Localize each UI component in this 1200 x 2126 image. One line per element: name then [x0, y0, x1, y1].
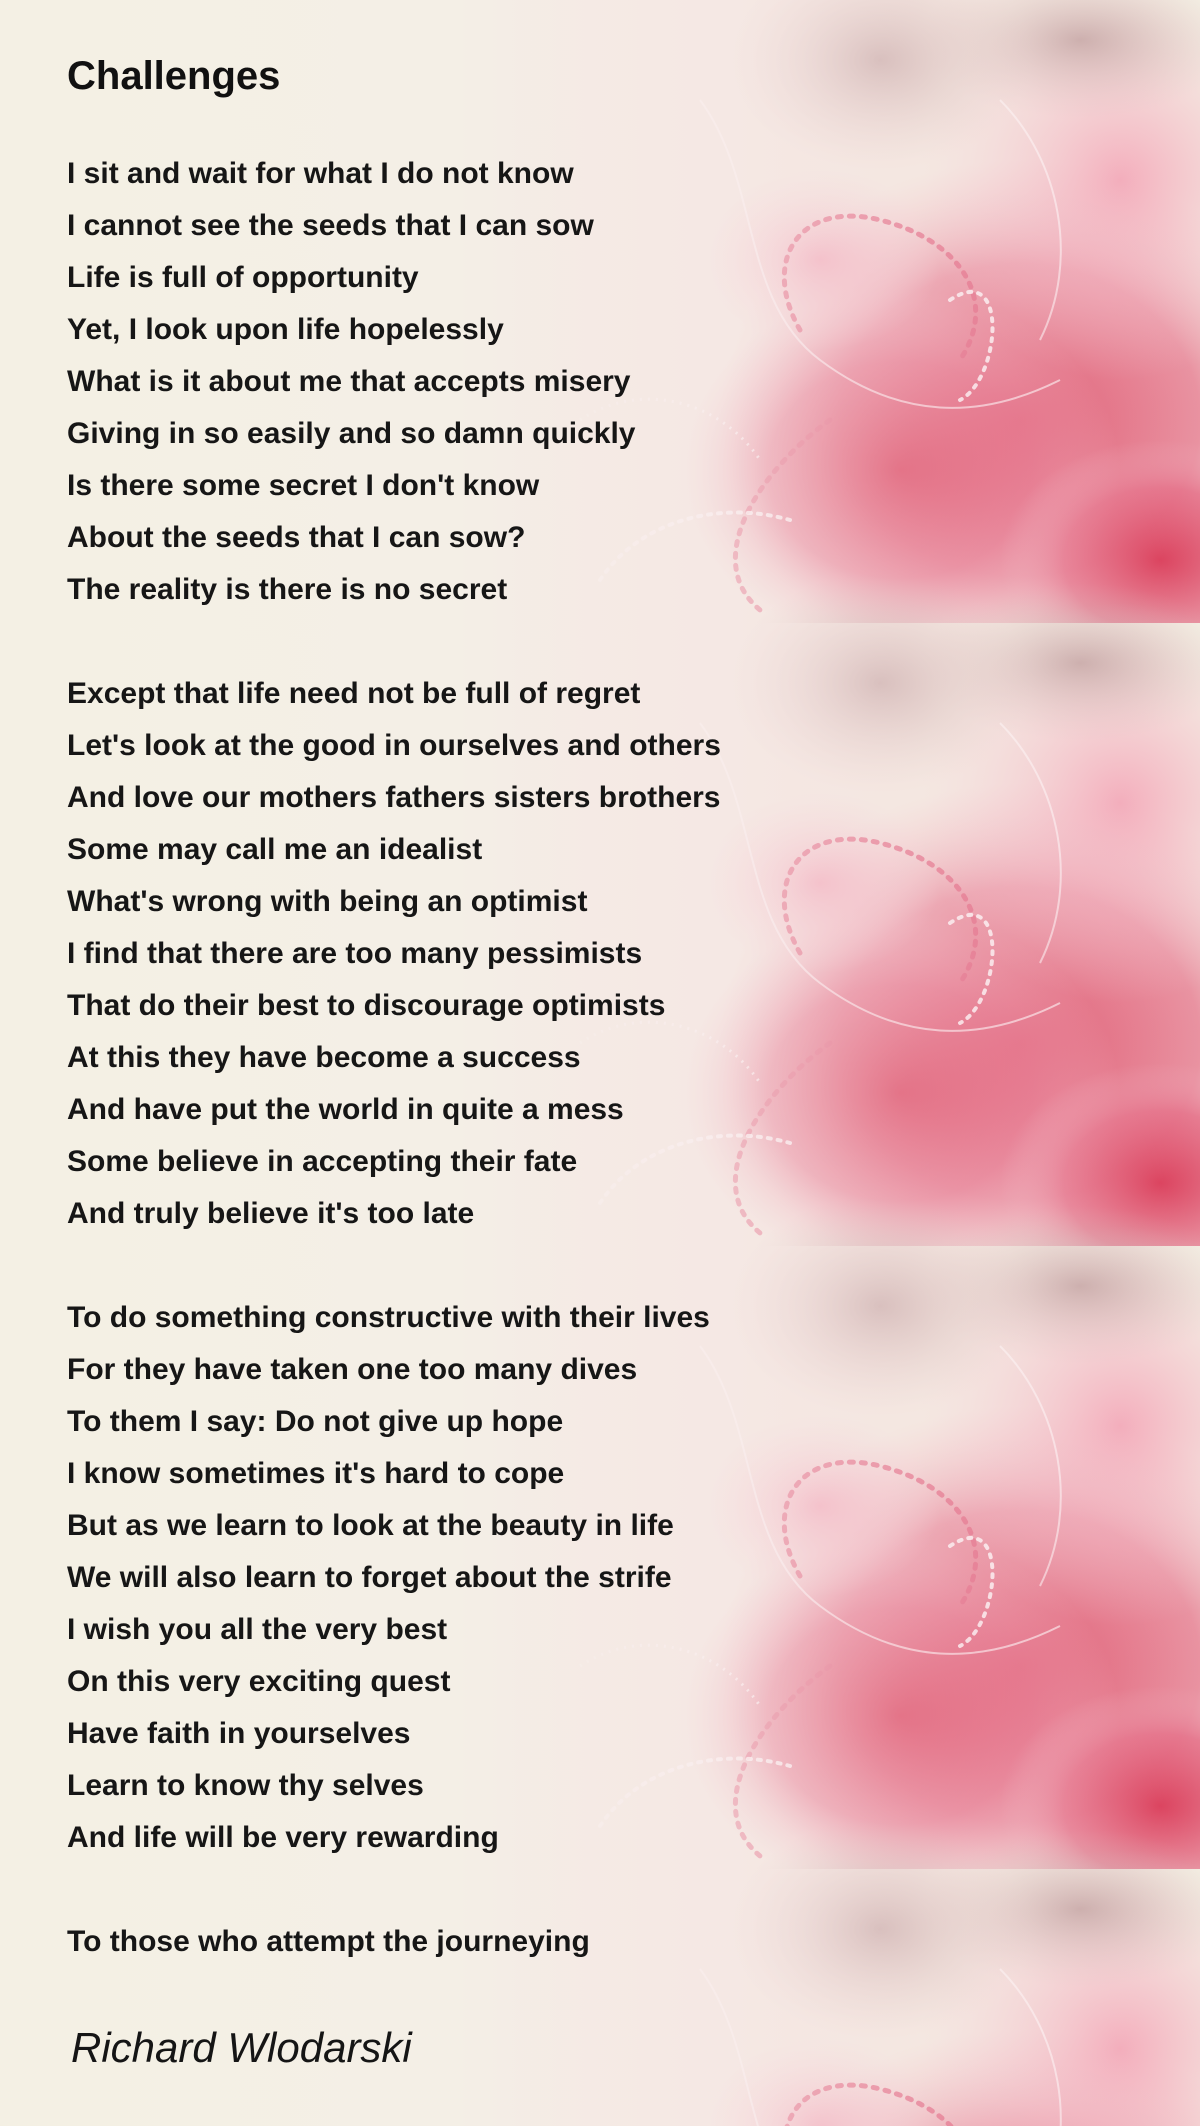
- poem-line: Is there some secret I don't know: [67, 469, 540, 502]
- stanza-2: [67, 668, 1167, 1240]
- poem-line: On this very exciting quest: [67, 1665, 451, 1698]
- poem-line: And love our mothers fathers sisters brothers: [67, 781, 721, 814]
- poem-line: Except that life need not be full of regret: [67, 677, 641, 710]
- poem-line: Some believe in accepting their fate: [67, 1145, 578, 1178]
- poem-line: And truly believe it's too late: [67, 1197, 475, 1230]
- poem-line: Have faith in yourselves: [67, 1717, 411, 1750]
- poem-line: To do something constructive with their lives: [67, 1301, 710, 1334]
- poem-line: And life will be very rewarding: [67, 1821, 499, 1854]
- poem-line: I wish you all the very best: [67, 1613, 448, 1646]
- poem-line: I cannot see the seeds that I can sow: [67, 209, 594, 242]
- poem-line: Life is full of opportunity: [67, 261, 419, 294]
- poem-line: That do their best to discourage optimists: [67, 989, 666, 1022]
- stanza-1: [67, 148, 1167, 616]
- poem-line: I know sometimes it's hard to cope: [67, 1457, 565, 1490]
- poem-line: About the seeds that I can sow?: [67, 521, 526, 554]
- poem-line: Giving in so easily and so damn quickly: [67, 417, 636, 450]
- poem-line: Some may call me an idealist: [67, 833, 483, 866]
- poem-line: We will also learn to forget about the strife: [67, 1561, 672, 1594]
- poem-line: To those who attempt the journeying: [67, 1925, 590, 1958]
- poem-title: Challenges: [67, 54, 281, 98]
- poem-line: Let's look at the good in ourselves and others: [67, 729, 721, 762]
- poem-line: And have put the world in quite a mess: [67, 1093, 624, 1126]
- poem-line: The reality is there is no secret: [67, 573, 508, 606]
- poem-line: At this they have become a success: [67, 1041, 581, 1074]
- poem-line: Learn to know thy selves: [67, 1769, 424, 1802]
- stanza-4: [67, 1916, 1167, 1968]
- poem-line: What is it about me that accepts misery: [67, 365, 631, 398]
- poem-line: For they have taken one too many dives: [67, 1353, 638, 1386]
- poem-author: Richard Wlodarski: [71, 2024, 412, 2071]
- poem-line: I sit and wait for what I do not know: [67, 157, 574, 190]
- poem-line: I find that there are too many pessimists: [67, 937, 643, 970]
- poem-line: What's wrong with being an optimist: [67, 885, 588, 918]
- poem-line: To them I say: Do not give up hope: [67, 1405, 564, 1438]
- poem-line: Yet, I look upon life hopelessly: [67, 313, 504, 346]
- poem-line: But as we learn to look at the beauty in life: [67, 1509, 674, 1542]
- stanza-3: [67, 1292, 1167, 1864]
